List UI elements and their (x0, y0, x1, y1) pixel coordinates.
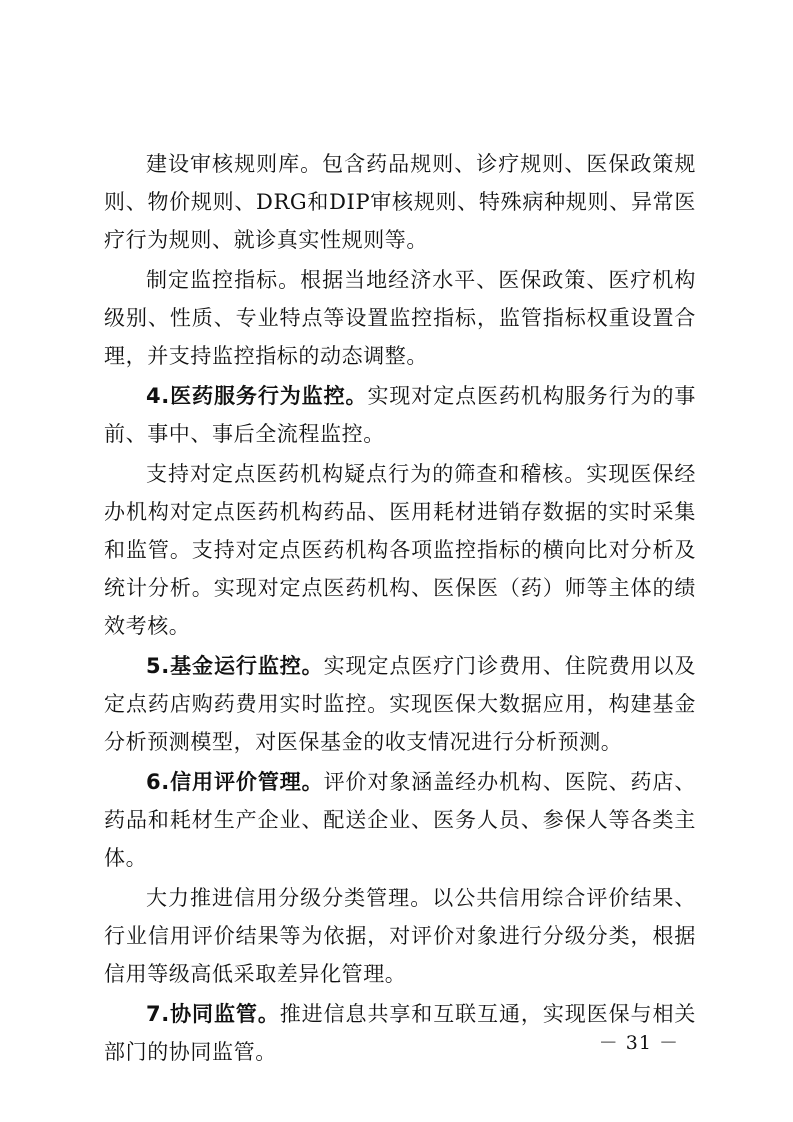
paragraph-text: 评价对象涵盖经办机构、医院、药店、药品和耗材生产企业、配送企业、医务人员、参保人等各类主体。 (104, 770, 696, 870)
paragraph-text: 实现定点医疗门诊费用、住院费用以及定点药店购药费用实时监控。实现医保大数据应用，构建基金分析预测模型，对医保基金的收支情况进行分析预测。 (104, 654, 696, 754)
document-body (104, 145, 696, 1071)
paragraph (104, 377, 696, 453)
paragraph-text: 建设审核规则库。包含药品规则、诊疗规则、医保政策规则、物价规则、DRG和DIP审核规则、特殊病种规则、异常医疗行为规则、就诊真实性规则等。 (104, 152, 696, 252)
paragraph (104, 879, 696, 993)
paragraph (104, 145, 696, 259)
paragraph-lead: 5.基金运行监控。 (146, 654, 324, 678)
paragraph-lead: 7.协同监管。 (146, 1002, 280, 1026)
paragraph (104, 261, 696, 375)
paragraph-lead: 6.信用评价管理。 (146, 770, 324, 794)
paragraph (104, 763, 696, 877)
paragraph-lead: 4.医药服务行为监控。 (146, 384, 368, 408)
paragraph-text: 制定监控指标。根据当地经济水平、医保政策、医疗机构级别、性质、专业特点等设置监控指标，监管指标权重设置合理，并支持监控指标的动态调整。 (104, 268, 696, 368)
paragraph-text: 推进信息共享和互联互通，实现医保与相关部门的协同监管。 (104, 1002, 696, 1064)
paragraph (104, 455, 696, 645)
paragraph-text: 支持对定点医药机构疑点行为的筛查和稽核。实现医保经办机构对定点医药机构药品、医用耗材进销存数据的实时采集和监管。支持对定点医药机构各项监控指标的横向比对分析及统计分析。实现对定点医药机构、医保医（药）师等主体的绩效考核。 (104, 462, 696, 638)
paragraph-text: 大力推进信用分级分类管理。以公共信用综合评价结果、行业信用评价结果等为依据，对评价对象进行分级分类，根据信用等级高低采取差异化管理。 (104, 886, 696, 986)
page-number: － 31 － (598, 1032, 679, 1054)
paragraph-text: 实现对定点医药机构服务行为的事前、事中、事后全流程监控。 (104, 384, 696, 446)
paragraph (104, 647, 696, 761)
